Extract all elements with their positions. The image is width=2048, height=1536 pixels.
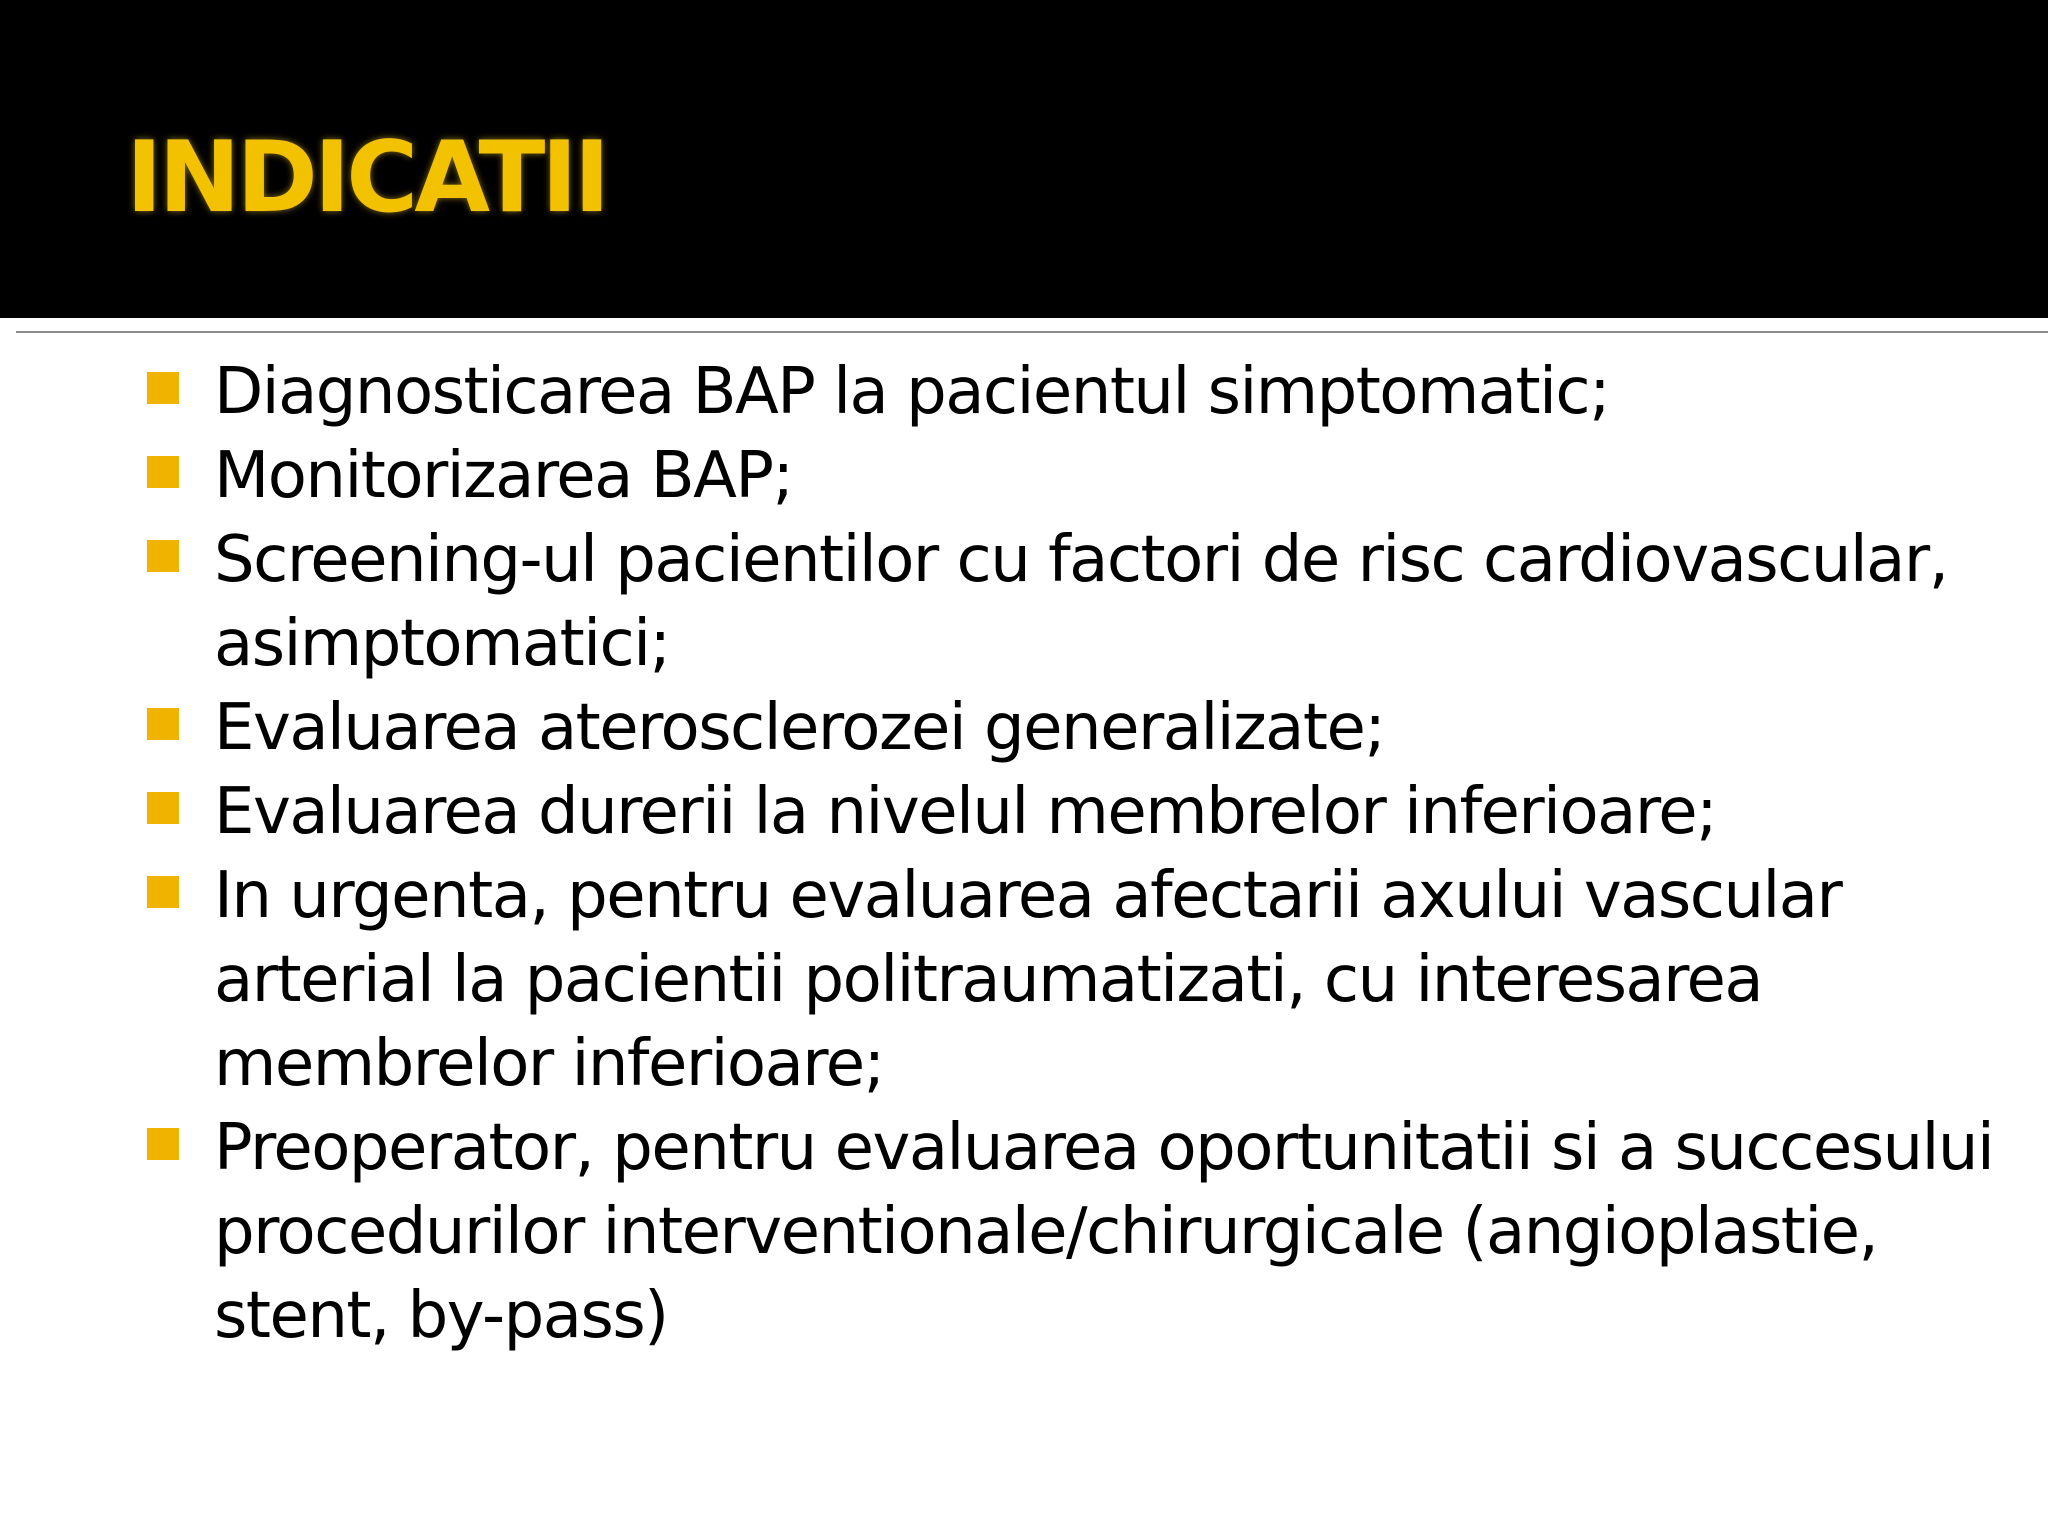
- list-item: [147, 350, 2027, 434]
- list-item: [147, 434, 2027, 518]
- title-header-band: [0, 0, 2048, 318]
- list-item-text: Preoperator, pentru evaluarea oportunitatii si a succesului procedurilor interventionale/chirurgicale (angioplastie, stent, by-pass): [214, 1111, 1994, 1353]
- header-underline: [16, 331, 2048, 333]
- list-item-text: Diagnosticarea BAP la pacientul simptomatic;: [214, 355, 1610, 429]
- list-item: [147, 1106, 2027, 1358]
- list-item-text: Monitorizarea BAP;: [214, 439, 793, 513]
- square-bullet-icon: [147, 540, 179, 572]
- indications-list: [147, 350, 2027, 1358]
- list-item: [147, 854, 2027, 1106]
- list-item: [147, 770, 2027, 854]
- slide-title: INDICATII: [126, 121, 607, 235]
- list-item-text: Evaluarea durerii la nivelul membrelor inferioare;: [214, 775, 1717, 849]
- list-item-text: Evaluarea aterosclerozei generalizate;: [214, 691, 1385, 765]
- square-bullet-icon: [147, 876, 179, 908]
- square-bullet-icon: [147, 456, 179, 488]
- header-divider: [0, 318, 2048, 322]
- list-item-text: In urgenta, pentru evaluarea afectarii axului vascular arterial la pacientii politraumatizati, cu interesarea membrelor inferioare;: [214, 859, 1842, 1101]
- list-item: [147, 686, 2027, 770]
- square-bullet-icon: [147, 792, 179, 824]
- square-bullet-icon: [147, 372, 179, 404]
- square-bullet-icon: [147, 708, 179, 740]
- square-bullet-icon: [147, 1128, 179, 1160]
- list-item: [147, 518, 2027, 686]
- list-item-text: Screening-ul pacientilor cu factori de risc cardiovascular, asimptomatici;: [214, 523, 1948, 681]
